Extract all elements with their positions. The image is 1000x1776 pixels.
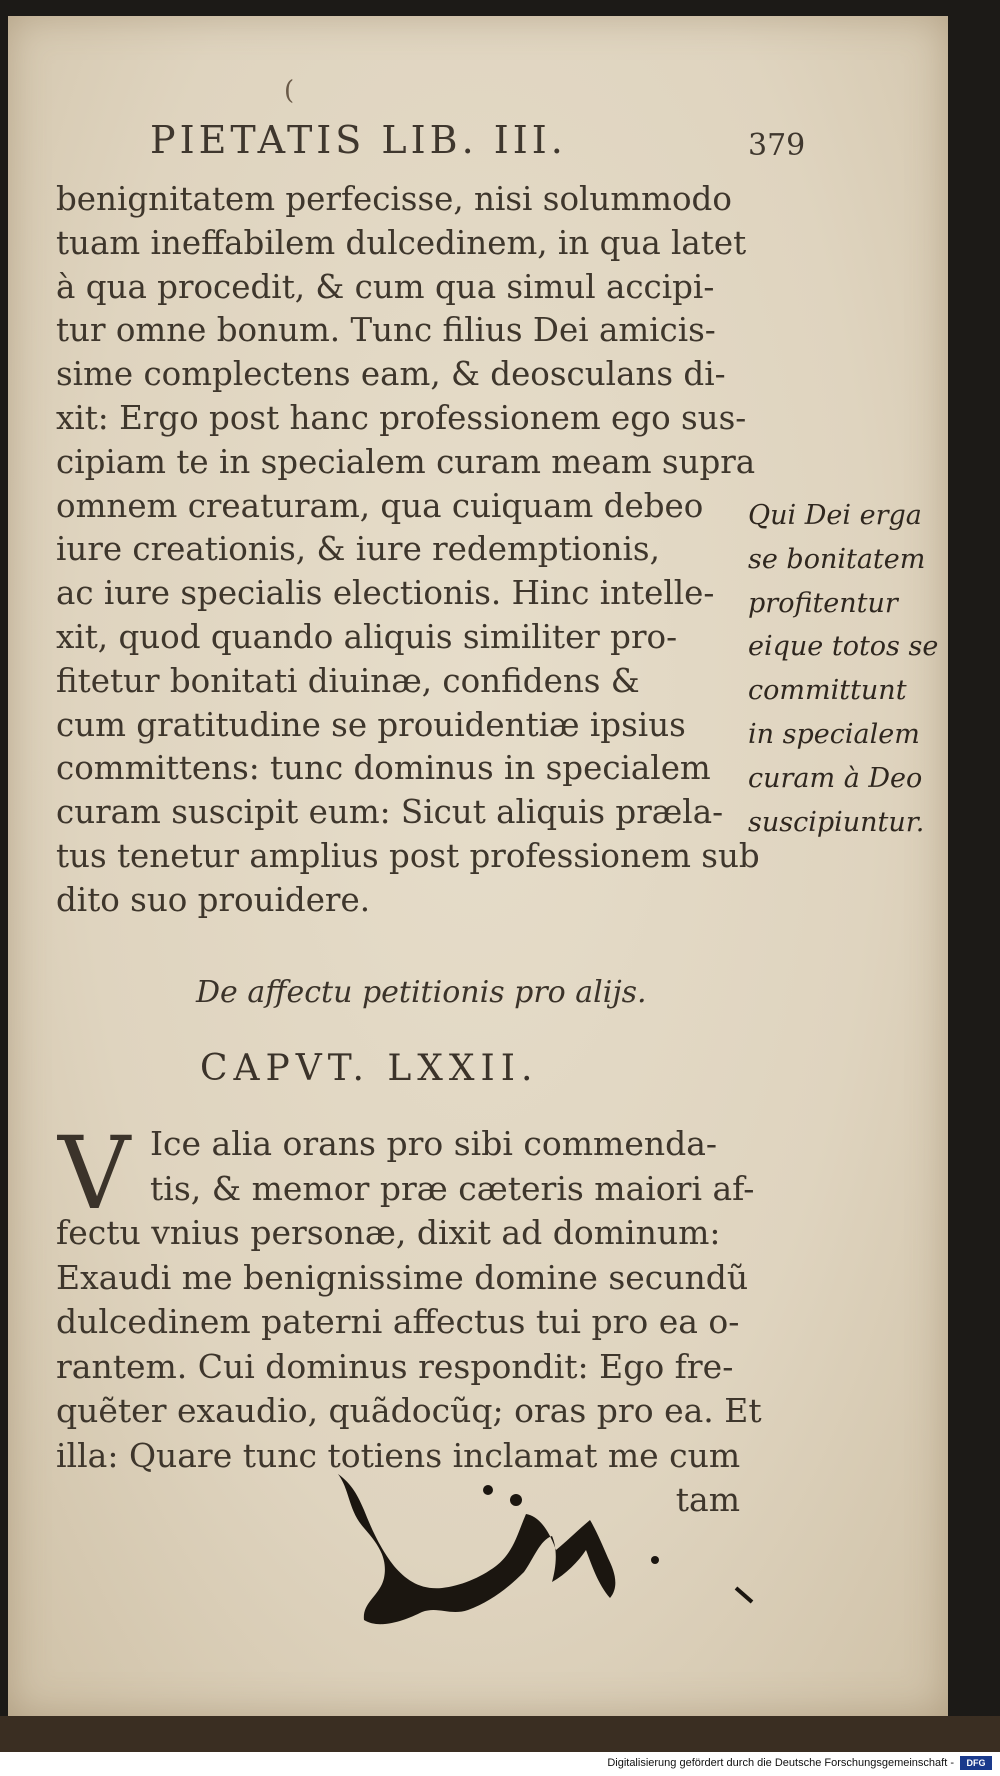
book-edge bbox=[0, 1716, 1000, 1752]
text-line: committens: tunc dominus in specialem bbox=[56, 749, 711, 788]
margin-note-line: suscipiuntur. bbox=[748, 806, 925, 838]
text-line: tis, & memor præ cæteris maiori af- bbox=[150, 1168, 755, 1208]
margin-note-line: committunt bbox=[748, 675, 907, 707]
text-line: ac iure specialis electionis. Hinc intelle- bbox=[56, 574, 715, 613]
text-line: tur omne bonum. Tunc filius Dei amicis- bbox=[56, 311, 716, 350]
section-title: De affectu petitionis pro alijs. bbox=[196, 975, 647, 1010]
margin-note-line: Qui Dei erga bbox=[748, 500, 922, 531]
ink-blot bbox=[320, 1470, 770, 1650]
text-line: quẽter exaudio, quãdocũq; oras pro ea. Et bbox=[56, 1391, 762, 1430]
catchword: tam bbox=[675, 1480, 740, 1519]
margin-note-line: curam à Deo bbox=[748, 762, 923, 794]
text-line: tus tenetur amplius post professionem sub bbox=[56, 836, 760, 875]
dfg-logo: DFG bbox=[960, 1756, 992, 1770]
text-line: xit, quod quando aliquis similiter pro- bbox=[56, 617, 678, 656]
margin-note-line: se bonitatem bbox=[748, 543, 926, 575]
drop-cap: V bbox=[58, 1115, 131, 1232]
text-line: benignitatem perfecisse, nisi solummodo bbox=[56, 180, 732, 218]
text-line: iure creationis, & iure redemptionis, bbox=[56, 530, 660, 569]
text-line: sime complectens eam, & deosculans di- bbox=[56, 355, 726, 394]
chapter-text bbox=[56, 1115, 762, 1523]
text-line: à qua procedit, & cum qua simul accipi- bbox=[56, 267, 715, 306]
margin-note-line: in specialem bbox=[748, 718, 920, 750]
margin-note-line: eique totos se bbox=[748, 631, 939, 663]
text-line: rantem. Cui dominus respondit: Ego fre- bbox=[56, 1346, 734, 1386]
text-line: fitetur bonitati diuinæ, confidens & bbox=[56, 661, 640, 700]
text-line: xit: Ergo post hanc professionem ego sus- bbox=[56, 398, 747, 437]
text-line: fectu vnius personæ, dixit ad dominum: bbox=[56, 1213, 721, 1252]
footer-credit: Digitalisierung gefördert durch die Deutsche Forschungsgemeinschaft - bbox=[607, 1757, 954, 1769]
text-line: dito suo prouidere. bbox=[56, 880, 371, 919]
text-line: tuam ineffabilem dulcedinem, in qua latet bbox=[56, 223, 747, 262]
text-line: cipiam te in specialem curam meam supra bbox=[56, 442, 756, 481]
text-line: Exaudi me benignissime domine secundũ bbox=[56, 1257, 749, 1297]
margin-note bbox=[748, 494, 948, 844]
text-line: omnem creaturam, qua cuiquam debeo bbox=[56, 486, 704, 525]
body-text bbox=[56, 178, 760, 923]
page-number: 379 bbox=[748, 128, 806, 163]
text-line: Ice alia orans pro sibi commenda- bbox=[150, 1124, 718, 1163]
text-line: cum gratitudine se prouidentiæ ipsius bbox=[56, 705, 686, 744]
running-head: PIETATIS LIB. III. bbox=[150, 118, 567, 162]
text-line: illa: Quare tunc totiens inclamat me cum bbox=[56, 1435, 741, 1475]
margin-note-line: profitentur bbox=[748, 587, 898, 619]
text-line: dulcedinem paterni affectus tui pro ea o- bbox=[56, 1302, 740, 1341]
chapter-heading: CAPVT. LXXII. bbox=[200, 1048, 539, 1089]
page-mark: ( bbox=[284, 76, 295, 106]
text-line: curam suscipit eum: Sicut aliquis præla- bbox=[56, 793, 724, 832]
